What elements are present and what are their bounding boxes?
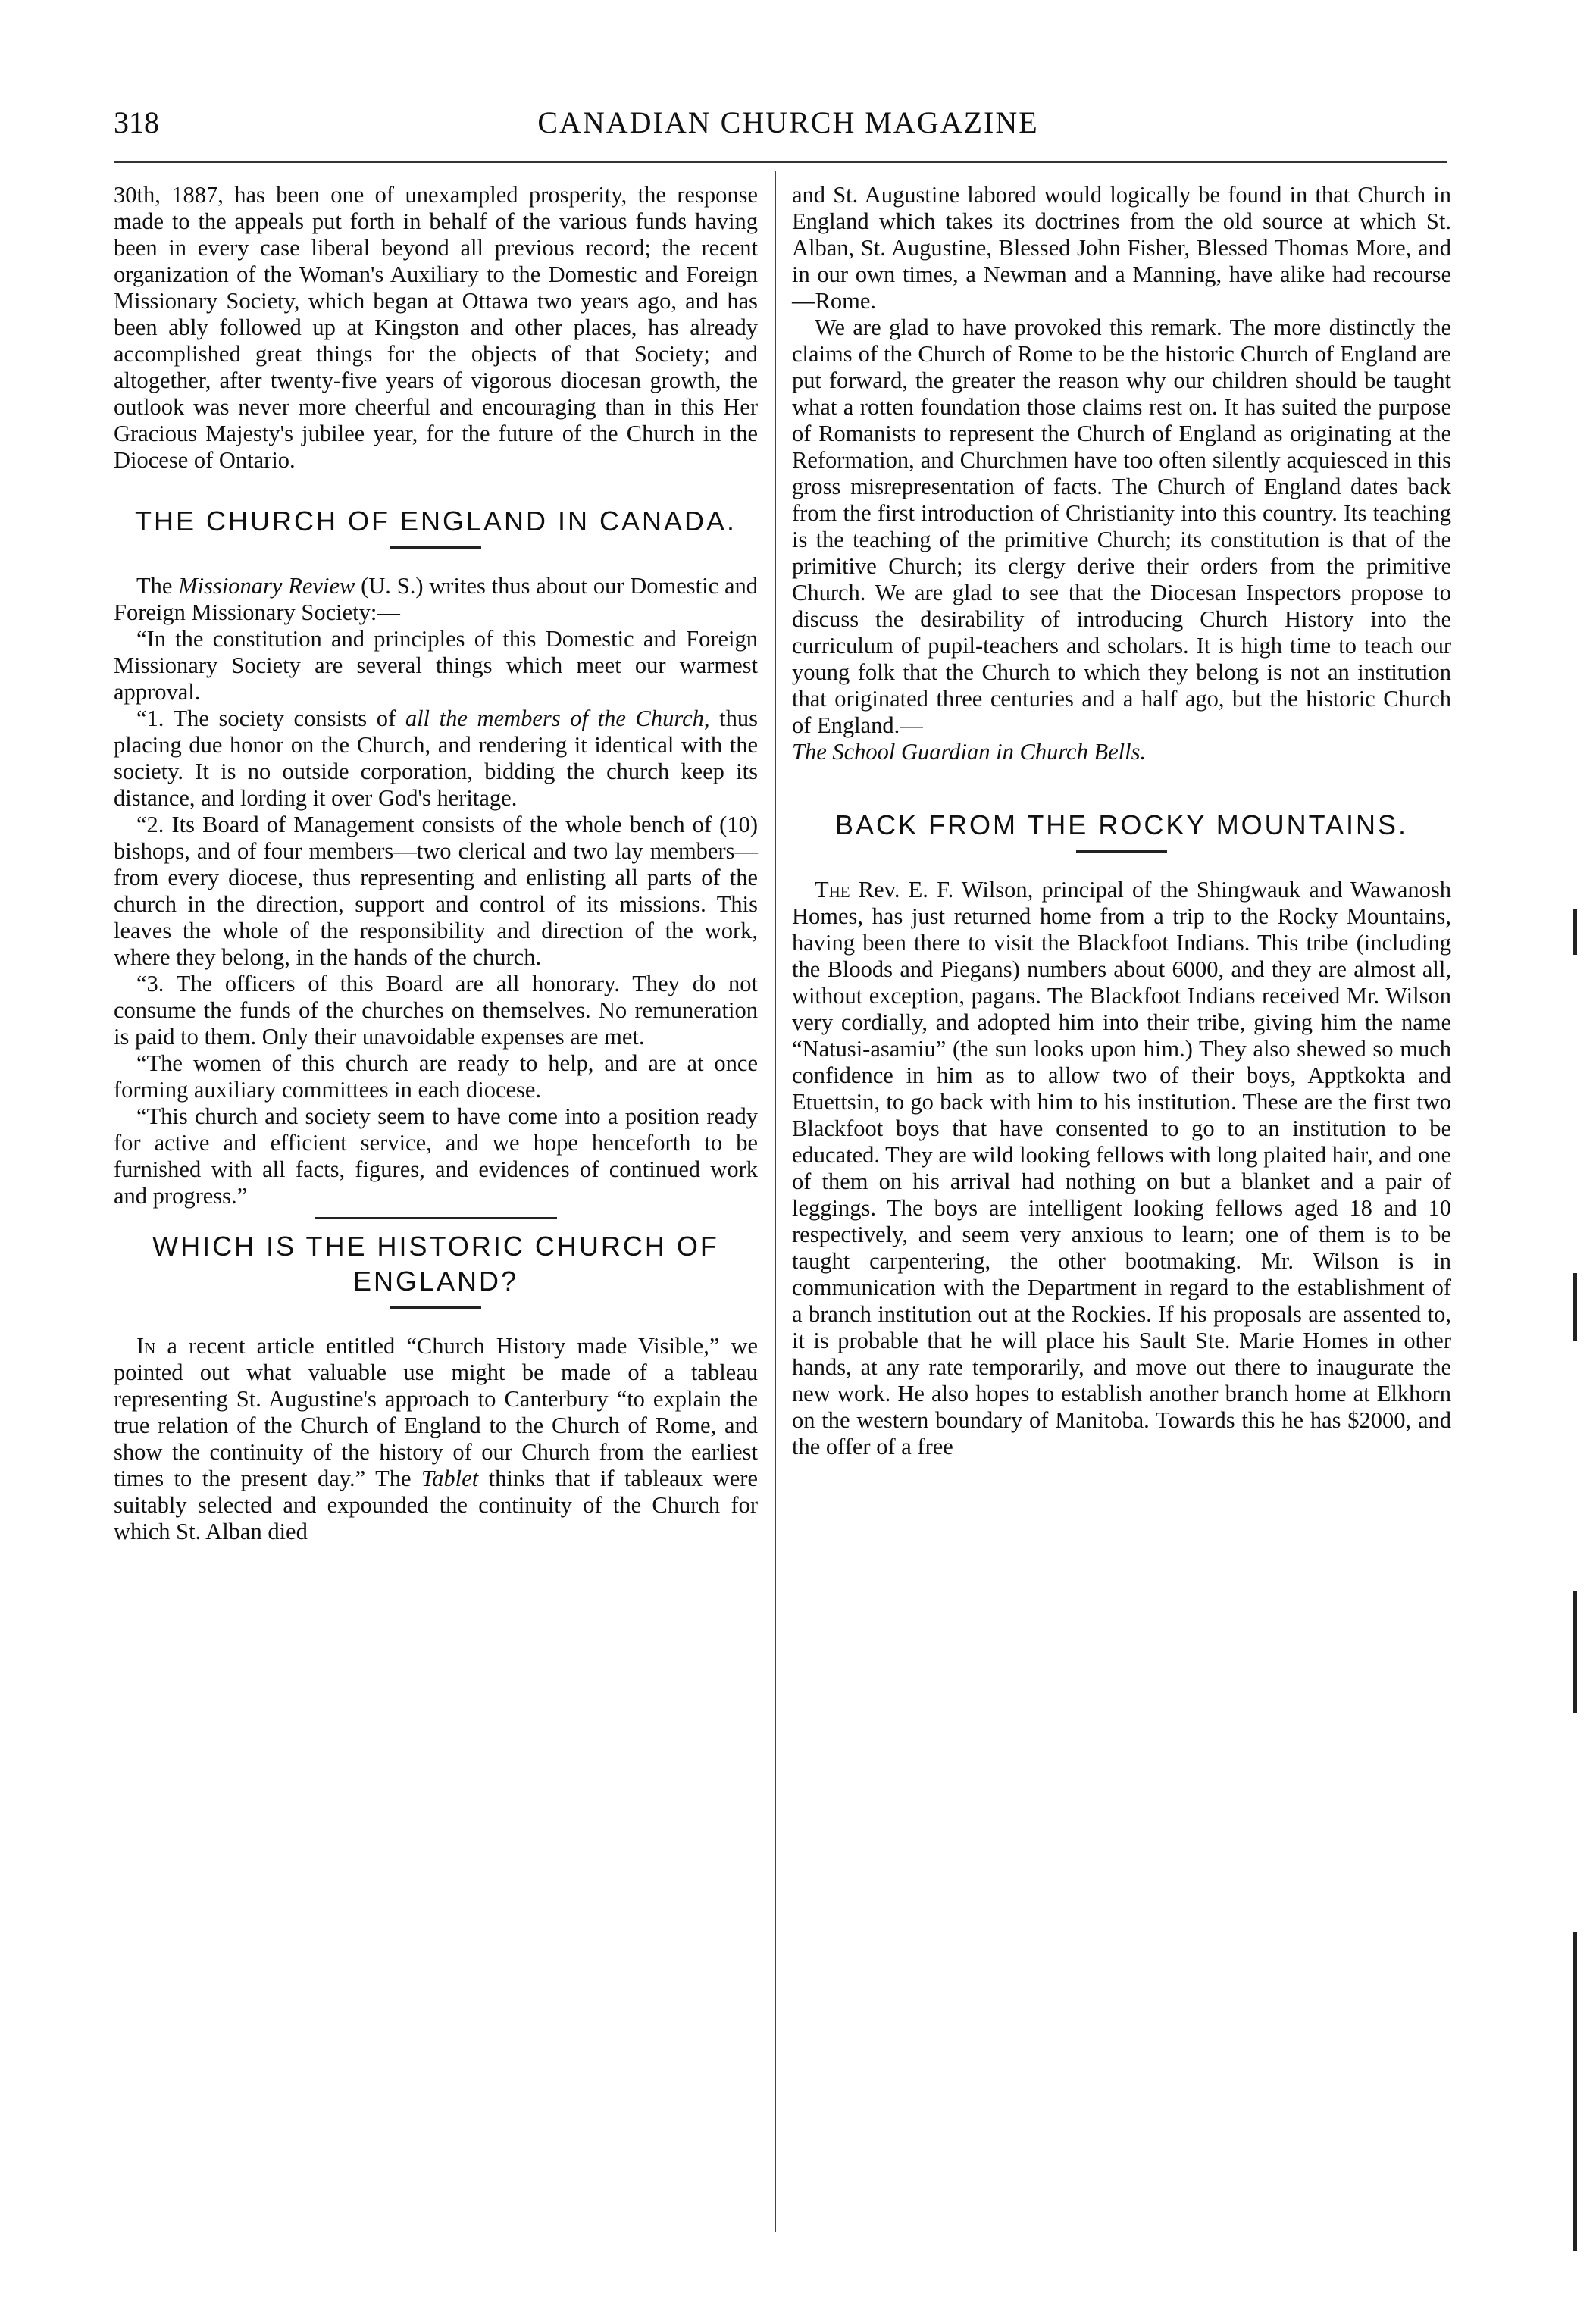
article-paragraph: In a recent article entitled “Church History made Visible,” we pointed out what valuable use might be made of a tableau representing St. Augustine's approach to Canterbury “to explain the true relation of the Church of England to the Church of Rome, and show the continuity of the history of our Church from the earliest times to the present day.” The Tablet thinks that if tableaux were suitably selected and expounded the continuity of the Church for which St. Alban died	[114, 1333, 758, 1544]
article-paragraph: The Missionary Review (U. S.) writes thus about our Domestic and Foreign Missionary Society:—	[114, 573, 758, 625]
article-paragraph: “This church and society seem to have come into a position ready for active and efficient service, and we hope henceforth to be furnished with all facts, figures, and evidences of continued work and progress.”	[114, 1103, 758, 1209]
lead-word: In	[136, 1333, 156, 1359]
article-heading-church-of-england-in-canada: THE CHURCH OF ENGLAND IN CANADA.	[134, 505, 737, 537]
continuation-paragraph: and St. Augustine labored would logically be found in that Church in England which takes its doctrines from the old source at which St. Alban, St. Augustine, Blessed John Fisher, Blessed Thomas More, and in our own times, a Newman and a Manning, have alike had recourse—Rome.	[792, 182, 1451, 314]
publication-title: Tablet	[421, 1466, 479, 1491]
scan-edge-marks	[1573, 909, 1588, 2273]
scan-mark	[1573, 1591, 1577, 1713]
article-paragraph: “The women of this church are ready to help, and are at once forming auxiliary committees in each diocese.	[114, 1050, 758, 1103]
emphasis: all the members of the Church	[405, 706, 704, 731]
page-header	[114, 105, 1463, 150]
lead-word: The	[815, 877, 850, 903]
article-paragraph: “In the constitution and principles of this Domestic and Foreign Missionary Society are several things which meet our warmest approval.	[114, 626, 758, 705]
article-heading-historic-church: WHICH IS THE HISTORIC CHURCH OF ENGLAND?	[152, 1231, 719, 1297]
header-rule	[114, 161, 1447, 163]
section-rule	[315, 1217, 557, 1219]
heading-rule	[1076, 850, 1167, 853]
left-column	[114, 182, 758, 1545]
column-divider	[775, 171, 776, 2232]
opening-paragraph: 30th, 1887, has been one of unexampled prosperity, the response made to the appeals put forth in behalf of the various funds having been in every case liberal beyond all previous record; the recent organization of the Woman's Auxiliary to the Domestic and Foreign Missionary Society, which began at Ottawa two years ago, and has been ably followed up at Kingston and other places, has already accomplished great things for the objects of that Society; and altogether, after twenty-five years of vigorous diocesan growth, the outlook was never more cheerful and encouraging than in this Her Gracious Majesty's jubilee year, for the future of the Church in the Diocese of Ontario.	[114, 182, 758, 473]
publication-title: Missionary Review	[178, 573, 355, 599]
scan-mark	[1573, 909, 1577, 955]
scan-mark	[1573, 1273, 1577, 1341]
page-number: 318	[114, 105, 159, 139]
source-citation: The School Guardian in Church Bells.	[792, 739, 1147, 765]
heading-rule	[390, 546, 481, 549]
article-paragraph: “2. Its Board of Management consists of the whole bench of (10) bishops, and of four members—two clerical and two lay members—from every diocese, thus representing and enlisting all parts of the church in the direction, support and control of its missions. This leaves the whole of the responsibility and direction of the work, where they belong, in the hands of the church.	[114, 812, 758, 970]
scan-mark	[1573, 1932, 1577, 2251]
article-paragraph: We are glad to have provoked this remark. The more distinctly the claims of the Church of Rome to be the historic Church of England are put forward, the greater the reason why our children should be taught what a rotten foundation those claims rest on. It has suited the purpose of Romanists to represent the Church of England as originating at the Reformation, and Churchmen have too often silently acquiesced in this gross misrepresentation of facts. The Church of England dates back from the first introduction of Christianity into this country. Its teaching is the teaching of the primitive Church; its constitution is that of the primitive Church; its clergy derive their orders from the primitive Church. We are glad to see that the Diocesan Inspectors propose to discuss the desirability of introducing Church History into the curriculum of pupil-teachers and scholars. It is high time to teach our young folk that the Church to which they belong is not an institution that originated three centuries and a half ago, but the historic Church of England.—	[792, 314, 1451, 738]
article-heading-rocky-mountains: BACK FROM THE ROCKY MOUNTAINS.	[834, 809, 1409, 840]
article-paragraph: The Rev. E. F. Wilson, principal of the Shingwauk and Wawanosh Homes, has just returned home from a trip to the Rocky Mountains, having been there to visit the Blackfoot Indians. This tribe (including the Bloods and Piegans) numbers about 6000, and they are almost all, without exception, pagans. The Blackfoot Indians received Mr. Wilson very cordially, and adopted him into their tribe, giving him the name “Natusi-asamiu” (the sun looks upon him.) They also shewed so much confidence in him as to allow two of their boys, Apptkokta and Etuettsin, to go back with him to his institution. These are the first two Blackfoot boys that have consented to go to an institution to be educated. They are wild looking fellows with long plaited hair, and one of them on his arrival had nothing on but a blanket and a pair of leggings. The boys are intelligent looking fellows aged 18 and 10 respectively, and seem very anxious to learn; one of them is to be taught carpentering, the other bootmaking. Mr. Wilson is in communication with the Department in regard to the establishment of a branch institution out at the Rockies. If his proposals are assented to, it is probable that he will place his Sault Ste. Marie Homes in other hands, at any rate temporarily, and move out there to inaugurate the new work. He also hopes to establish another branch home at Elkhorn on the western boundary of Manitoba. Towards this he has $2000, and the offer of a free	[792, 877, 1451, 1460]
article-paragraph: “3. The officers of this Board are all honorary. They do not consume the funds of the churches on themselves. No remuneration is paid to them. Only their unavoidable expenses are met.	[114, 971, 758, 1050]
heading-rule	[390, 1306, 481, 1309]
article-paragraph: “1. The society consists of all the members of the Church, thus placing due honor on the Church, and rendering it identical with the society. It is no outside corporation, bidding the church keep its distance, and lording it over God's heritage.	[114, 706, 759, 811]
running-title: CANADIAN CHURCH MAGAZINE	[537, 105, 1039, 139]
right-column	[792, 182, 1451, 1460]
